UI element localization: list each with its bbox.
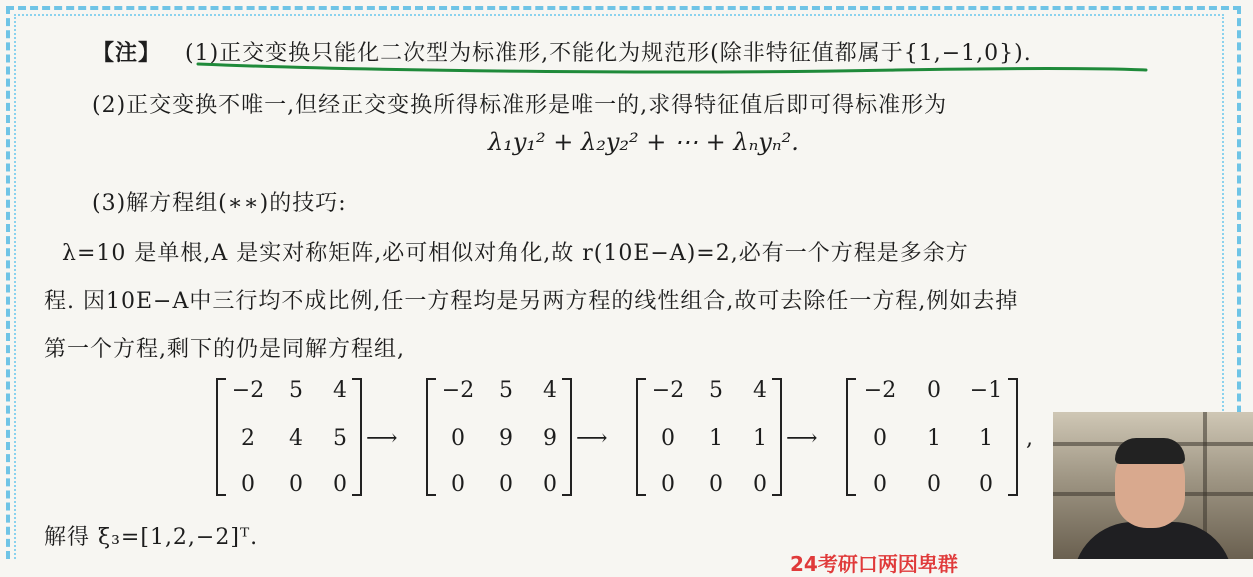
left-bracket bbox=[216, 378, 226, 496]
matrix-cell: 4 bbox=[753, 378, 767, 403]
matrix-cell: 0 bbox=[873, 472, 887, 497]
arrow-2: ⟶ bbox=[576, 426, 608, 451]
presenter-webcam bbox=[1053, 412, 1253, 559]
matrix-cell: 5 bbox=[333, 426, 347, 451]
bottom-overlay-text: 24考研口两因卑群 bbox=[790, 552, 958, 576]
green-handwritten-underline bbox=[196, 58, 1148, 76]
matrix-cell: 0 bbox=[543, 472, 557, 497]
arrow-1: ⟶ bbox=[366, 426, 398, 451]
matrix-cell: −2 bbox=[651, 378, 685, 403]
formula-text: λ₁y₁² + λ₂y₂² + ⋯ + λₙyₙ². bbox=[488, 128, 799, 156]
matrix-4 bbox=[846, 378, 1018, 496]
matrix-cell: 1 bbox=[753, 426, 767, 451]
matrix-cell: 0 bbox=[451, 426, 465, 451]
matrix-cell: 4 bbox=[333, 378, 347, 403]
solution-line: 解得 ξ₃=[1,2,−2]ᵀ. bbox=[44, 525, 259, 550]
matrix-cell: 5 bbox=[709, 378, 723, 403]
matrix-cell: 0 bbox=[499, 472, 513, 497]
matrix-cell: 0 bbox=[289, 472, 303, 497]
matrix-cell: 9 bbox=[499, 426, 513, 451]
note-item-1-text: (1)正交变换只能化二次型为标准形,不能化为规范形(除非特征值都属于{1,−1,0}). bbox=[185, 41, 1032, 66]
matrix-1 bbox=[216, 378, 362, 496]
matrix-cell: 0 bbox=[451, 472, 465, 497]
matrix-cell: 0 bbox=[661, 472, 675, 497]
trailing-comma: , bbox=[1026, 426, 1033, 451]
paragraph-line-2: 程. 因10E−A中三行均不成比例,任一方程均是另两方程的线性组合,故可去除任一方程,例如去掉 bbox=[44, 289, 1019, 314]
matrix-cell: 5 bbox=[499, 378, 513, 403]
matrix-cell: 0 bbox=[927, 378, 941, 403]
left-bracket bbox=[846, 378, 856, 496]
matrix-cell: 0 bbox=[979, 472, 993, 497]
standard-form-formula bbox=[488, 128, 799, 156]
left-bracket bbox=[426, 378, 436, 496]
matrix-cell: 0 bbox=[927, 472, 941, 497]
matrix-cell: 0 bbox=[241, 472, 255, 497]
matrix-cell: −2 bbox=[231, 378, 265, 403]
matrix-3 bbox=[636, 378, 782, 496]
note-item-2: (2)正交变换不唯一,但经正交变换所得标准形是唯一的,求得特征值后即可得标准形为 bbox=[92, 93, 948, 118]
matrix-cell: −2 bbox=[863, 378, 897, 403]
left-bracket bbox=[636, 378, 646, 496]
matrix-cell: 1 bbox=[927, 426, 941, 451]
matrix-cell: 0 bbox=[709, 472, 723, 497]
arrow-3: ⟶ bbox=[786, 426, 818, 451]
matrix-cell: 5 bbox=[289, 378, 303, 403]
matrix-2 bbox=[426, 378, 572, 496]
matrix-cell: 1 bbox=[979, 426, 993, 451]
matrix-cell: 0 bbox=[661, 426, 675, 451]
matrix-cell: 4 bbox=[289, 426, 303, 451]
matrix-cell: 0 bbox=[873, 426, 887, 451]
right-bracket bbox=[1008, 378, 1018, 496]
matrix-cell: 0 bbox=[333, 472, 347, 497]
matrix-cell: 0 bbox=[753, 472, 767, 497]
note-tag: 【注】 bbox=[92, 41, 162, 66]
matrix-cell: 9 bbox=[543, 426, 557, 451]
matrix-cell: 4 bbox=[543, 378, 557, 403]
paragraph-line-3: 第一个方程,剩下的仍是同解方程组, bbox=[44, 337, 405, 362]
matrix-cell: −2 bbox=[441, 378, 475, 403]
note-item-3: (3)解方程组(∗∗)的技巧: bbox=[92, 191, 347, 216]
matrix-cell: 2 bbox=[241, 426, 255, 451]
paragraph-line-1: λ=10 是单根,A 是实对称矩阵,必可相似对角化,故 r(10E−A)=2,必有一个方程是多余方 bbox=[62, 241, 969, 266]
matrix-cell: −1 bbox=[969, 378, 1003, 403]
matrix-cell: 1 bbox=[709, 426, 723, 451]
presenter-hair bbox=[1115, 438, 1185, 464]
